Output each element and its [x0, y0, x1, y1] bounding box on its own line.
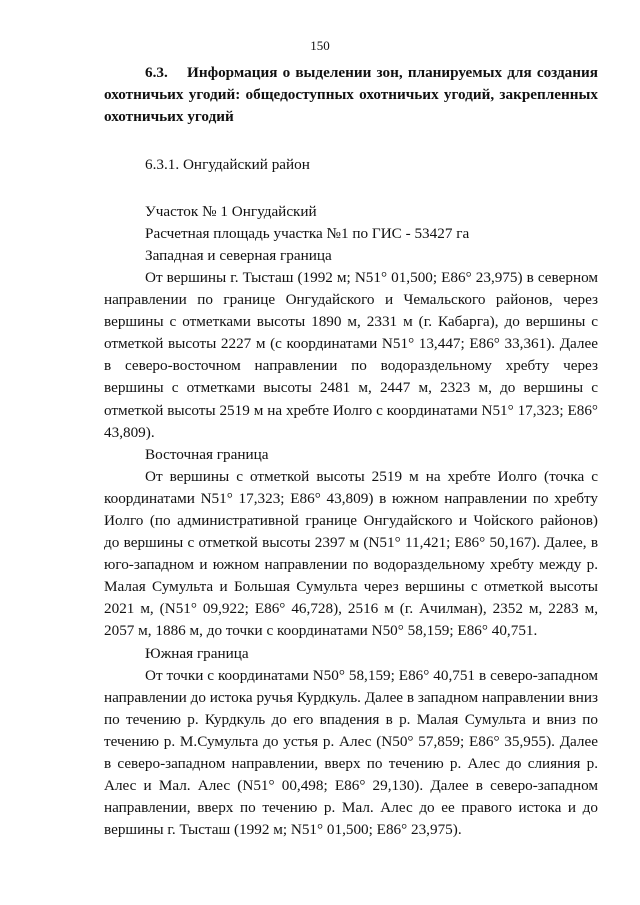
plot-block: [104, 201, 598, 841]
boundary-title-east: Восточная граница: [145, 445, 269, 463]
page-number: 150: [310, 38, 330, 53]
section-number: 6.3.: [145, 64, 168, 81]
page-content: [104, 62, 598, 841]
section-title: Информация о выделении зон, планируемых для создания охотничьих угодий: общедоступных охотничьих угодий, закрепленных охотничьих угодий: [104, 64, 598, 125]
section-heading: [104, 62, 598, 128]
boundary-title-south: Южная граница: [145, 644, 249, 662]
plot-area: Расчетная площадь участка №1 по ГИС - 53427 га: [145, 225, 470, 242]
subsection-title: 6.3.1. Онгудайский район: [145, 156, 310, 173]
boundary-text-west-north: От вершины г. Тысташ (1992 м; N51° 01,500; E86° 23,975) в северном направлении по границе Онгудайского и Чемальского районов, через вершины с отметками высоты 1890 м, 2331 м (г. Кабарга), до вершины с отметкой высоты 2227 м (с координатами N51° 13,447; E86° 33,361). Далее в северо-восточном направлении по водораздельному хребту через вершины с отметками высоты 2481 м, 2447 м, 2323 м, до вершины с отметкой высоты 2519 м на хребте Иолго с координатами N51° 17,323; E86° 43,809).: [104, 269, 598, 441]
boundary-title-west-north: Западная и северная граница: [145, 247, 332, 264]
boundary-text-east: От вершины с отметкой высоты 2519 м на хребте Иолго (точка с координатами N51° 17,323; E86° 43,809) в южном направлении по хребту Иолго (по административной границе Онгудайского и Чойского районов) до вершины с отметкой высоты 2397 м (N51° 11,421; E86° 50,167). Далее, в юго-западном и южном направлении по водораздельному хребту между р. Малая Сумульта и Большая Сумульта через вершины с отметкой высоты 2021 м, (N51° 09,922; E86° 46,728), 2516 м (г. Ачилман), 2352 м, 2283 м, 2057 м, 1886 м, до точки с координатами N50° 58,159; E86° 40,751.: [104, 467, 598, 640]
plot-name: Участок № 1 Онгудайский: [145, 203, 317, 220]
boundary-text-south: От точки с координатами N50° 58,159; E86° 40,751 в северо-западном направлении до истока ручья Курдкуль. Далее в западном направлении вниз по течению р. Курдкуль до его впадения в р. Малая Сумульта и вниз по течению р. М.Сумульта до устья р. Алес (N50° 57,859; E86° 35,955). Далее в северо-западном направлении, вверх по течению р. Алес до слияния р. Алес и Мал. Алес (N51° 00,498; E86° 29,130). Далее в северо-западном направлении, вверх по течению р. Мал. Алес до ее правого истока и до вершины г. Тысташ (1992 м; N51° 01,500; E86° 23,975).: [104, 666, 598, 839]
